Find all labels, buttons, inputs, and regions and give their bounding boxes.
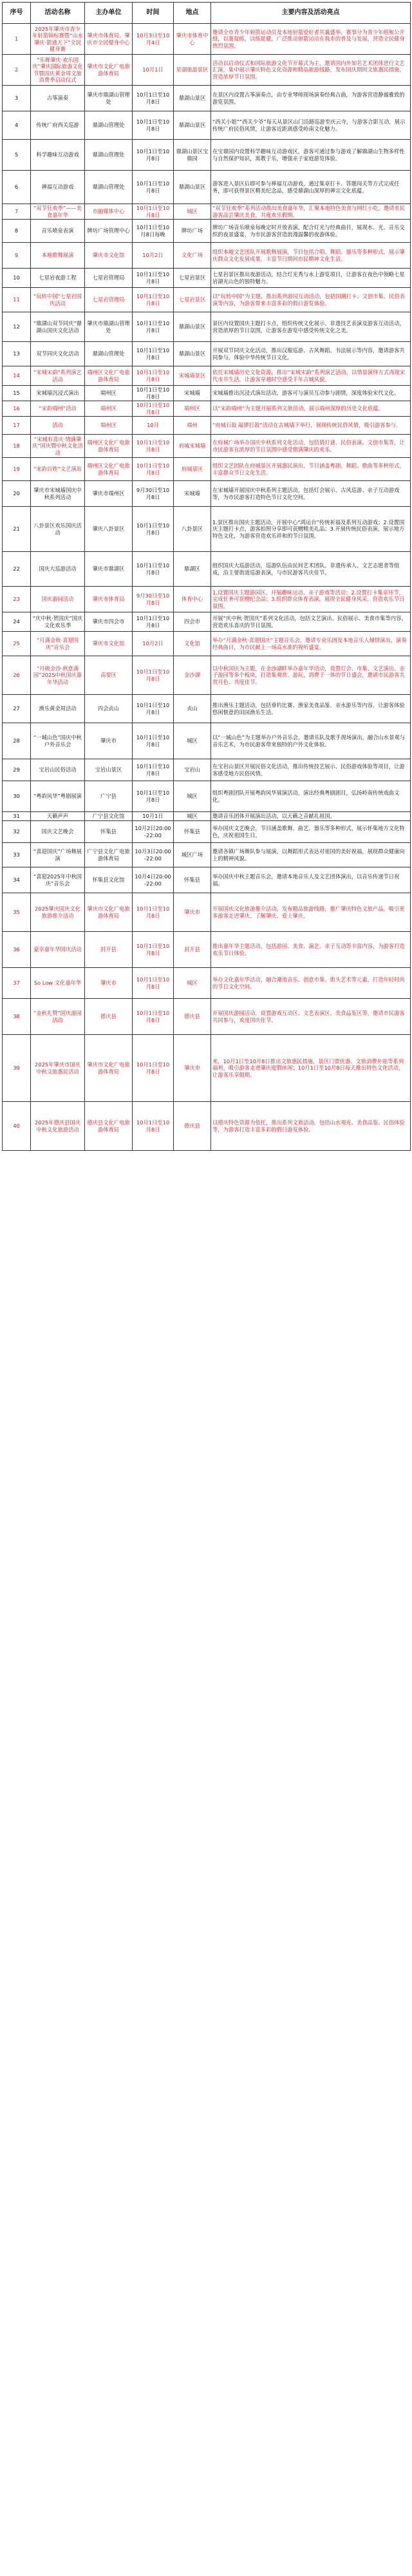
cell-org: 端州区文化广电旅游体育局 [85,435,133,458]
cell-idx: 31 [3,812,31,821]
cell-time: 10月1日至10月8日 [133,507,174,552]
cell-org: 端州区文化广电旅游体育局 [85,458,133,481]
cell-idx: 1 [3,24,31,55]
cell-place: 八卦景区 [174,507,211,552]
cell-content: 在宋城墙开展国庆中秋系列主题活动，包括灯会展示、古风巡游、亲子互动游戏等，为市民游客打造特色节日文化空间。 [211,481,411,507]
cell-idx: 30 [3,781,31,812]
cell-content: 开展国庆文化旅游推介活动，发布精品旅游线路，推广肇庆特色文旅产品，吸引更多游客走进肇庆、了解肇庆、爱上肇庆。 [211,893,411,932]
cell-org: 肇庆市鼎湖山管理处 [85,312,133,342]
cell-content: “西关小姐”“西关少爷”每天从景区山门沿路巡游至庆云寺，与游客合影互动，展示传统广府民俗风情，让游客近距离感受岭南文化魅力。 [211,111,411,140]
cell-content: 组织文艺团队在府城景区开展惠民演出，节目涵盖粤剧、舞蹈、歌曲等多种形式，丰富群众节日文化生活。 [211,458,411,481]
cell-place: 四会市 [174,612,211,632]
cell-place: 城区 [174,968,211,999]
cell-content: 牌坊广场音乐喷泉每晚定时开放表演，配合灯光与经典曲目，展现水、光、音乐交织的夜景盛宴，为市民游客营造浪漫温馨的夜游体验。 [211,220,411,243]
cell-name: 宋城墙沉浸式演出 [31,386,85,401]
cell-name: 传统广府西关巡游 [31,111,85,140]
cell-time: 10月2日 [133,243,174,269]
cell-idx: 35 [3,893,31,932]
cell-time: 10月1日至10月8日 [133,723,174,759]
cell-name: 科学趣味互动游戏 [31,140,85,171]
cell-time: 10月1日至10月8日 [133,695,174,723]
cell-idx: 19 [3,458,31,481]
cell-name: “一城山色”国庆中秋户外音乐会 [31,723,85,759]
cell-idx: 20 [3,481,31,507]
cell-time: 10月1日至10月8日 [133,932,174,968]
cell-time: 10月1日至10月8日 [133,999,174,1035]
cell-name: “金秋礼赞”国庆游园活动 [31,999,85,1035]
cell-place: 宋城墙 [174,481,211,507]
cell-org: 德庆县 [85,999,133,1035]
cell-org: 宝岩山景区 [85,759,133,781]
cell-time: 10月1日至10月8日 [133,401,174,417]
cell-place: 城区广场 [174,843,211,867]
cell-content: 邀请音乐团体开展演出活动，以天籁之音献礼祖国。 [211,812,411,821]
cell-name: “双节狂欢季”——美食嘉年华 [31,204,85,220]
cell-idx: 27 [3,695,31,723]
cell-org: 鼎湖山管理处 [85,342,133,366]
cell-content: 邀请各镇广场舞队参与展演，以舞蹈形式表达对祖国的美好祝福，展现群众健康向上的精神风貌。 [211,843,411,867]
cell-place: 府城景区 [174,458,211,481]
cell-time: 10月1日至10月8日 [133,435,174,458]
cell-time: 9月30日至10月8日 [133,481,174,507]
table-row [3,759,411,781]
cell-name: “月满金秋·喜迎国庆”音乐会 [31,632,85,656]
cell-org: 高要区 [85,656,133,695]
table-row [3,867,411,893]
cell-idx: 28 [3,723,31,759]
table-row [3,821,411,843]
cell-place: 怀集县 [174,867,211,893]
cell-org: 鼎湖山管理处 [85,111,133,140]
cell-content: 宋城墙推出沉浸式演出活动，游客可与演员互动参与剧情，深度体验宋代文化。 [211,386,411,401]
cell-name: “宋城有喜庆·情满肇庆”国庆暨中秋文化活动 [31,435,85,458]
cell-org: 七星岩管理局 [85,269,133,288]
cell-name: 国庆游园活动 [31,587,85,612]
header-idx: 序号 [3,3,31,24]
cell-name: 渔乐黄金周活动 [31,695,85,723]
table-row [3,435,411,458]
cell-idx: 22 [3,552,31,587]
cell-content: 举办文化嘉年华活动，融合潮流音乐、创意市集、街头艺术等元素，打造年轻时尚的节日文化空间。 [211,968,411,999]
cell-name: 天籁声声 [31,812,85,821]
cell-content: “双节狂欢季”系列活动推出美食嘉年华，汇聚本地特色美食与网红小吃，邀请市民游客品尝肇庆美食，共度欢乐假期。 [211,204,411,220]
cell-place: 鼎湖山景区 [174,342,211,366]
cell-time: 10月1日至10月8日 [133,458,174,481]
table-row [3,204,411,220]
table-row [3,140,411,171]
cell-idx: 13 [3,342,31,366]
table-row [3,417,411,435]
table-row [3,458,411,481]
cell-idx: 29 [3,759,31,781]
table-body [3,24,411,1151]
cell-place: 城区 [174,723,211,759]
cell-place: 宋城墙景区 [174,366,211,386]
table-row [3,366,411,386]
header-time: 时间 [133,3,174,24]
table-row [3,507,411,552]
cell-org: 鼎湖山管理处 [85,140,133,171]
cell-idx: 6 [3,171,31,204]
cell-place: 怀集县 [174,821,211,843]
cell-idx: 40 [3,1102,31,1151]
table-row [3,723,411,759]
table-row [3,288,411,312]
cell-content: 邀请全市青少年射箭运动员及本地射箭爱好者共襄盛举。赛事分为青少年组和公开组，以赛促练，以练促健，广泛推动射箭运动在我市的普及与发展，营造全民健身热烈氛围。 [211,24,411,55]
table-row [3,656,411,695]
cell-place: 鼎湖山景区宝鼎园 [174,140,211,171]
table-row [3,812,411,821]
cell-org: 七星岩管理局 [85,288,133,312]
cell-idx: 18 [3,435,31,458]
cell-idx: 4 [3,111,31,140]
cell-idx: 38 [3,999,31,1035]
table-row [3,587,411,612]
cell-name: “宋韵端州”活动 [31,401,85,417]
cell-name: 国庆文艺晚会 [31,821,85,843]
cell-idx: 12 [3,312,31,342]
cell-org: 怀集县 [85,821,133,843]
header-content: 主要内容及活动亮点 [211,3,411,24]
cell-name: 八卦景区欢乐国庆活动 [31,507,85,552]
activity-table [2,2,411,1151]
cell-content: 在宝鼎园内设置科学趣味互动游戏区，游客可通过参与游戏了解鼎湖山生物多样性与自然保护知识，寓教于乐，增强亲子家庭游览体验。 [211,140,411,171]
header-place: 地点 [174,3,211,24]
cell-name: 禅福互动游戏 [31,171,85,204]
cell-time: 10月 [133,417,174,435]
cell-content: 活动以启动仪式和国际旅游文化节开幕式为主，邀请国内外知名艺术团体进行文艺汇演，集中展示肇庆特色文化资源和精品旅游线路，发布国庆期间文旅惠民措施，营造浓厚节日氛围。 [211,55,411,86]
cell-org: 肇庆市鼎湖山管理处 [85,86,133,111]
cell-time: 10月1日至10月8日 [133,1035,174,1102]
cell-time: 10月1日至10月8日 [133,140,174,171]
cell-idx: 37 [3,968,31,999]
cell-time: 10月1日至10月8日 [133,759,174,781]
cell-org: 牌坊广场管理中心 [85,220,133,243]
table-row [3,401,411,417]
cell-idx: 25 [3,632,31,656]
cell-name: “玩转中国”七星岩国庆活动 [31,288,85,312]
table-row [3,269,411,288]
cell-time: 10月1日至10月8日 [133,204,174,220]
cell-org: 端州区文化广电旅游体育局 [85,366,133,386]
cell-time: 10月1日至10月8日 [133,968,174,999]
cell-content: 来，10月1日至10月8日推出文旅惠民措施，景区门票优惠、文旅消费补贴等系列福利，吸引游客走进肇庆度假休闲；10月1日至10月8日每天推出特色文化活动，让游客乐享假期。 [211,1035,411,1102]
cell-time: 10月1日至10月8日 [133,86,174,111]
cell-content: 推出渔乐主题活动，包括垂钓比赛、渔家美食品鉴、亲水游乐等内容，让游客体验悠闲惬意的田园渔乐生活。 [211,695,411,723]
cell-content: 景区内设置国庆主题打卡点，组织传统文化展示、非遗技艺表演及游客互动活动，营造浓厚的节日氛围，让游客在游览中感受传统文化之美。 [211,312,411,342]
cell-org: 肇庆市文化馆 [85,243,133,269]
cell-time: 10月2日20:00-22:00 [133,821,174,843]
cell-time: 9月30日至10月8日 [133,587,174,612]
table-row [3,55,411,86]
header-name: 活动名称 [31,3,85,24]
cell-name: 豪享嘉年华国庆活动 [31,932,85,968]
cell-idx: 15 [3,386,31,401]
cell-org: 肇庆市文化广电旅游体育局 [85,893,133,932]
table-row [3,695,411,723]
cell-org: 端州区 [85,417,133,435]
cell-content: 组织国庆大巡游活动，巡游队伍由民间艺术团队、非遗传承人、文艺志愿者等组成，沿主要街道巡游表演，与市民游客共庆佳节。 [211,552,411,587]
cell-org: 肇庆市四会市 [85,612,133,632]
cell-name: “月映金沙·秋意满园”2025中秋国庆嘉年华活动 [31,656,85,695]
cell-idx: 26 [3,656,31,695]
cell-name: 七星岩夜游工程 [31,269,85,288]
cell-idx: 7 [3,204,31,220]
table-header-row [3,3,411,24]
cell-time: 10月1日至10月8日 [133,1102,174,1151]
cell-place: 鼎湖山景区 [174,171,211,204]
cell-place: 府城宋城墙 [174,435,211,458]
table-row [3,893,411,932]
cell-place: 鼎湖山景区 [174,312,211,342]
cell-place: 德庆县 [174,999,211,1035]
cell-place: 七星岩景区 [174,269,211,288]
cell-content: 举办“月满金秋·喜迎国庆”主题音乐会，邀请专业乐团及本地音乐人倾情演出，演奏经典曲目，为市民献上一场高水准的视听盛宴。 [211,632,411,656]
cell-time: 10月1日 [133,812,174,821]
cell-time: 10月1日至10月8日 [133,312,174,342]
cell-place: 文化广场 [174,243,211,269]
cell-org: 怀集县文化馆 [85,867,133,893]
cell-place: 金沙湖 [174,656,211,695]
cell-org: 肇庆市文化广电旅游体育局 [85,1035,133,1102]
cell-place: 城区 [174,204,211,220]
cell-time: 10月1日至10月8日 [133,171,174,204]
cell-content: 以德庆特色资源为依托，推出系列文旅活动，包括山水观光、美食品鉴、民俗体验等，为游客打造丰富多彩的假日游览体验。 [211,1102,411,1151]
cell-time: 10月1日至10月8日 [133,656,174,695]
cell-time: 10月1日至10月8日 [133,288,174,312]
table-row [3,171,411,204]
cell-idx: 17 [3,417,31,435]
cell-place: 城区 [174,781,211,812]
cell-place: 肇庆市 [174,1035,211,1102]
cell-idx: 21 [3,507,31,552]
cell-time: 10月2日 [133,632,174,656]
cell-place: 鼎湖山景区 [174,86,211,111]
cell-content: 推出嘉年华主题活动，包括游园、美食、演艺、亲子互动等丰富内容，为游客打造欢乐节日体验。 [211,932,411,968]
cell-name: 活动 [31,417,85,435]
cell-name: “粤韵风华”粤剧展演 [31,781,85,812]
cell-name: “喜迎2025年中秋国庆”音乐会 [31,867,85,893]
cell-org: 四会贞山 [85,695,133,723]
cell-idx: 11 [3,288,31,312]
cell-content: “府城石鼓 敲锣打鼓”活动在古城墙下举行，展现传统民俗风情，吸引游客参与。 [211,417,411,435]
table-row [3,1102,411,1151]
cell-idx: 10 [3,269,31,288]
cell-content: 游客进入景区后即可参与禅福互动游戏，通过集章打卡、答题闯关等方式完成任务，即可获得景区精美纪念品，感受鼎湖山深厚的禅宗文化底蕴。 [211,171,411,204]
cell-name: 古筝演奏 [31,86,85,111]
table-row [3,243,411,269]
cell-name: 2025年德庆县国庆中秋文化旅游活动 [31,1102,85,1151]
cell-name: 音乐喷泉表演 [31,220,85,243]
cell-org: 市融媒体中心 [85,204,133,220]
cell-name: 本地歌舞展演 [31,243,85,269]
cell-name: 2025肇庆国庆文化旅游推介活动 [31,893,85,932]
cell-content: 开展国庆游园活动，设置游戏互动区、文艺表演区、美食品鉴区等，邀请市民游客共同参与，欢度国庆佳节。 [211,999,411,1035]
table-row [3,481,411,507]
cell-idx: 36 [3,932,31,968]
cell-name: 2025年肇庆市国庆中秋文旅惠民活动 [31,1035,85,1102]
cell-org: 肇庆市 [85,968,133,999]
table-row [3,632,411,656]
table-row [3,342,411,366]
table-row [3,220,411,243]
cell-org: 广宁县 [85,781,133,812]
cell-place: 宋城墙 [174,386,211,401]
cell-org: 肇庆市端州区 [85,481,133,507]
cell-content: 以中秋国庆为主题，在金沙湖畔举办嘉年华活动，设置灯会、市集、文艺演出、亲子游园等多个板块，打造集观赏、游玩、消费于一体的节日盛会，邀请市民游客共赏月色、共度佳节。 [211,656,411,695]
cell-org: 广宁县文化广电旅游体育局 [85,843,133,867]
cell-place: 星湖旅游景区 [174,55,211,86]
cell-time: 10月1日至10月8日每晚 [133,220,174,243]
cell-idx: 5 [3,140,31,171]
cell-content: 1.设置国庆主题游园区，开展趣味运动、亲子游戏等活动；2.设置打卡集章环节，完成任务可获赠纪念品；3.组织群众体育表演，展现全民健身风采，营造欢乐节日氛围。 [211,587,411,612]
cell-org: 肇庆市 [85,723,133,759]
cell-content: 组织粤剧团队开展粤韵风华展演活动，演出经典粤剧剧目，弘扬岭南传统戏曲文化。 [211,781,411,812]
table-row [3,781,411,812]
cell-org: 肇庆市文化广电旅游体育局 [85,55,133,86]
cell-org: 鼎湖山管理处 [85,171,133,204]
cell-time: 10月1日至10月8日 [133,893,174,932]
cell-time: 10月1日至10月8日 [133,269,174,288]
cell-org: 肇庆市文化馆 [85,632,133,656]
cell-idx: 9 [3,243,31,269]
cell-content: 开展双节同庆文化活动，推出汉服巡游、古风舞蹈、书法展示等内容，邀请游客共同参与，体验中华传统节日文化。 [211,342,411,366]
cell-time: 10月1日至10月8日 [133,552,174,587]
table-row [3,24,411,55]
cell-place: 端州区 [174,401,211,417]
cell-org: 肇庆八卦景区 [85,507,133,552]
cell-place: 文化馆 [174,632,211,656]
cell-time: 10月4日20:00-22:00 [133,867,174,893]
cell-content: 七星岩景区推出夜游活动，结合灯光秀与水上游览项目，让游客在夜色中领略七星岩湖光山色的独特魅力。 [211,269,411,288]
table-row [3,932,411,968]
cell-content: 在宝岩山景区开展民俗文化活动，推出传统技艺展示、民俗游戏体验等项目，让游客感受地方民俗风情。 [211,759,411,781]
cell-place: 七星岩景区 [174,288,211,312]
cell-name: 国庆大巡游活动 [31,552,85,587]
cell-time: 10月1日至10月8日 [133,342,174,366]
cell-org: 广宁县文化馆 [85,812,133,821]
cell-content: 举办国庆中秋主题音乐会，邀请本地音乐人及文艺团体演出，以音乐传递节日祝福。 [211,867,411,893]
cell-name: 宝岩山民俗活动 [31,759,85,781]
cell-place: 肇庆市 [174,893,211,932]
cell-name: “宋韵百姓”文艺演出 [31,458,85,481]
cell-time: 10月3日20:00-22:00 [133,843,174,867]
table-row [3,968,411,999]
table-row [3,612,411,632]
cell-idx: 23 [3,587,31,612]
cell-place: 城区 [174,812,211,821]
cell-place: 肇庆市体育中心 [174,24,211,55]
cell-time: 10月1日至10月8日 [133,781,174,812]
cell-org: 封开县 [85,932,133,968]
cell-org: 德庆县文化广电旅游体育局 [85,1102,133,1151]
cell-time: 10月1日至10月8日 [133,386,174,401]
cell-idx: 32 [3,821,31,843]
cell-time: 10月1日至10月8日 [133,366,174,386]
cell-time: 10月1日 [133,55,174,86]
cell-content: 开展“庆中秋·贺国庆”系列文化活动，包括文艺演出、民俗展示、美食市集等内容，营造欢乐喜庆的节日氛围。 [211,612,411,632]
cell-time: 10月1日至10月8日 [133,111,174,140]
table-row [3,312,411,342]
cell-place: 宝岩山 [174,759,211,781]
cell-content: 举办国庆文艺晚会，节目涵盖歌舞、曲艺、器乐等多种形式，展示怀集地方文化特色，庆祝祖国生日。 [211,821,411,843]
cell-name: 2025年肇庆市青少年射箭锦标赛暨“山水肇庆·箭通天下”全民健身赛 [31,24,85,55]
cell-org: 肇庆市体育局 [85,587,133,612]
cell-name: “鼎湖山双节同庆”鼎湖山国庆文化活动 [31,312,85,342]
cell-place: 牌坊广场 [174,220,211,243]
table-row [3,1035,411,1102]
cell-content: 以“玩转中国”为主题，推出系列游园互动活动，包括国潮打卡、文创市集、民俗表演等内容，为游客带来丰富多彩的假日游览体验。 [211,288,411,312]
table-row [3,999,411,1035]
cell-content: 以“一城山色”为主题举办户外音乐会，邀请乐队及歌手现场演出，融合山水景观与音乐艺术，为市民游客带来独特的户外文化体验。 [211,723,411,759]
cell-content: 组织本地文艺团队开展歌舞展演，节目包括合唱、舞蹈、器乐等多种形式，展示肇庆群众文化发展成果，丰富节日期间市民精神文化生活。 [211,243,411,269]
cell-idx: 8 [3,220,31,243]
cell-idx: 39 [3,1035,31,1102]
cell-idx: 34 [3,867,31,893]
cell-name: So Low 文化嘉年华 [31,968,85,999]
cell-place: 端州 [174,417,211,435]
cell-place: 鼎湖山景区 [174,111,211,140]
cell-time: 10月3日至10月4日 [133,24,174,55]
cell-idx: 3 [3,86,31,111]
cell-name: “庆中秋·贺国庆”国庆文化欢乐季 [31,612,85,632]
cell-idx: 16 [3,401,31,417]
cell-idx: 2 [3,55,31,86]
cell-place: 贞山 [174,695,211,723]
cell-idx: 14 [3,366,31,386]
cell-content: 1.景区推出国庆主题活动，开展中心“鸿运台”传统祈福及系列互动游戏；2.设置国庆主题打卡点，游客拍照分享即可获赠精美礼品；3.开展传统民俗表演，展示地方特色文化，为游客营造欢乐祥和的节日氛围。 [211,507,411,552]
cell-place: 体育中心 [174,587,211,612]
table-row [3,86,411,111]
cell-idx: 24 [3,612,31,632]
cell-time: 10月1日至10月8日 [133,612,174,632]
cell-name: “宋城宋韵”系列演艺活动 [31,366,85,386]
cell-org: 端州区 [85,386,133,401]
cell-name: “喜迎国庆”广场舞展演 [31,843,85,867]
table-row [3,843,411,867]
table-row [3,552,411,587]
cell-name: 双节同庆文化活动 [31,342,85,366]
cell-content: 依托宋城墙历史文化资源，推出“宋城宋韵”系列演艺活动，以情景演绎方式再现宋代市井生活，让游客穿越时空感受千年古城风貌。 [211,366,411,386]
cell-name: “乐舞肇庆·欢乐国庆”肇庆国际旅游文化节暨国庆黄金周文旅消费季启动仪式 [31,55,85,86]
cell-org: 肇庆市体育局、肇庆市全民健身中心 [85,24,133,55]
cell-place: 鼎湖区 [174,552,211,587]
cell-place: 封开县 [174,932,211,968]
header-org: 主办单位 [85,3,133,24]
cell-org: 肇庆市鼎湖区 [85,552,133,587]
table-row [3,111,411,140]
cell-content: 在景区内设置古筝演奏点，由专业琴师现场演奏经典古曲，为游客营造静谧雅致的游览氛围。 [211,86,411,111]
cell-idx: 33 [3,843,31,867]
cell-place: 德庆县 [174,1102,211,1151]
cell-content: 在府城广场举办国庆中秋系列文化活动，包括猜灯谜、民俗表演、文创市集等，让市民游客在浓厚的节日氛围中感受情满肇庆的欢乐。 [211,435,411,458]
cell-name: 肇庆市宋城墙国庆中秋系列活动 [31,481,85,507]
cell-content: 以“宋韵端州”为主题开展系列文旅活动，展示端州深厚的历史文化底蕴。 [211,401,411,417]
cell-org: 端州区 [85,401,133,417]
table-row [3,386,411,401]
